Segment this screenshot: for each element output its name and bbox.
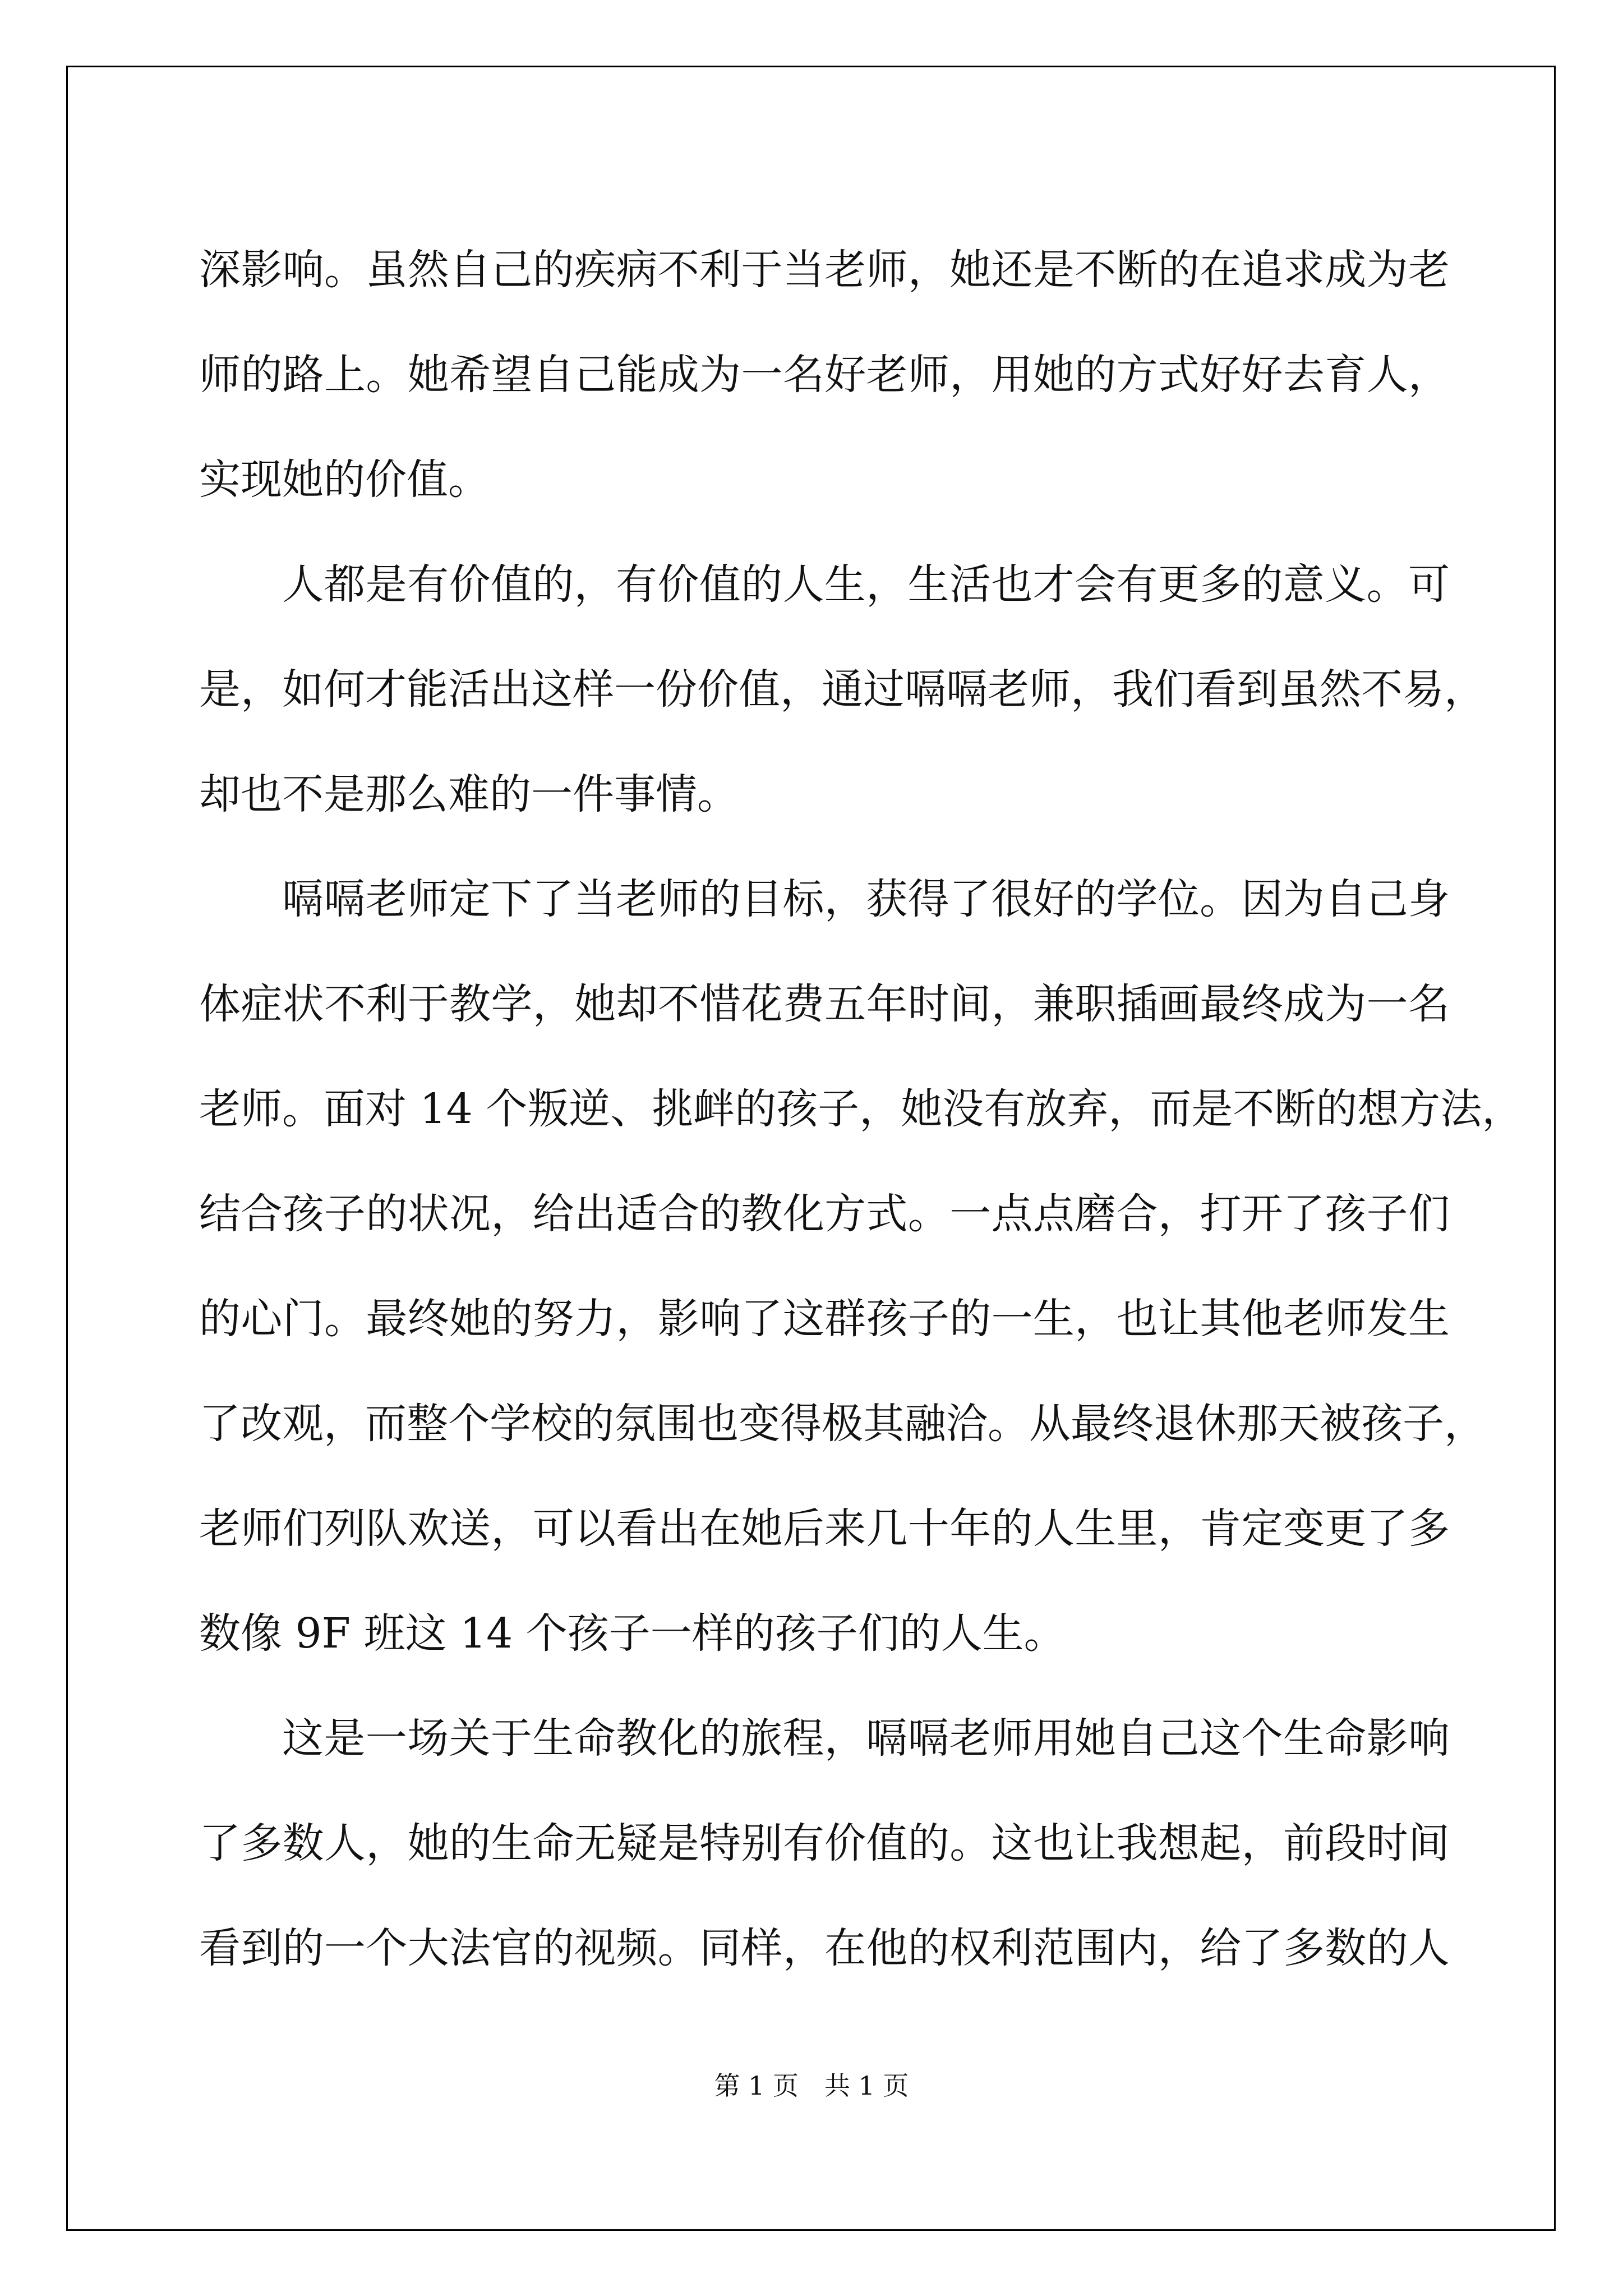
document-body — [199, 218, 1524, 2001]
text-line: 老师。面对 14 个叛逆、挑衅的孩子，她没有放弃，而是不断的想方法， — [199, 1085, 1524, 1133]
text-line: 了多数人，她的生命无疑是特别有价值的。这也让我想起，前段时间 — [199, 1819, 1450, 1867]
text-line: 师的路上。她希望自己能成为一名好老师，用她的方式好好去育人， — [199, 351, 1450, 399]
page-footer — [0, 2069, 1623, 2102]
text-line: 看到的一个大法官的视频。同样，在他的权利范围内，给了多数的人 — [199, 1924, 1450, 1972]
text-line: 深影响。虽然自己的疾病不利于当老师，她还是不断的在追求成为老 — [199, 246, 1450, 294]
text-line: 实现她的价值。 — [199, 455, 490, 504]
text-line: 了改观，而整个学校的氛围也变得极其融洽。从最终退休那天被孩子， — [199, 1400, 1486, 1448]
page-number-total: 共 1 页 — [824, 2070, 909, 2101]
page-number-current: 第 1 页 — [714, 2070, 799, 2101]
text-line: 这是一场关于生命教化的旅程，嗝嗝老师用她自己这个生命影响 — [282, 1714, 1450, 1763]
text-line: 人都是有价值的，有价值的人生，生活也才会有更多的意义。可 — [282, 560, 1450, 609]
text-line: 结合孩子的状况，给出适合的教化方式。一点点磨合，打开了孩子们 — [199, 1190, 1450, 1238]
text-line: 数像 9F 班这 14 个孩子一样的孩子们的人生。 — [199, 1609, 1066, 1658]
text-line: 是，如何才能活出这样一份价值，通过嗝嗝老师，我们看到虽然不易， — [199, 665, 1486, 714]
text-line: 嗝嗝老师定下了当老师的目标，获得了很好的学位。因为自己身 — [282, 875, 1450, 923]
text-line: 的心门。最终她的努力，影响了这群孩子的一生，也让其他老师发生 — [199, 1295, 1450, 1343]
text-line: 老师们列队欢送，可以看出在她后来几十年的人生里，肯定变更了多 — [199, 1504, 1450, 1553]
text-line: 体症状不利于教学，她却不惜花费五年时间，兼职插画最终成为一名 — [199, 980, 1450, 1028]
text-line: 却也不是那么难的一件事情。 — [199, 770, 739, 818]
